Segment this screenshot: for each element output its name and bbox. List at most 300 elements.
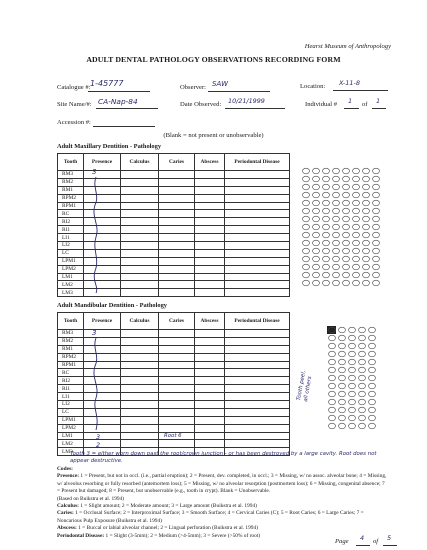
col-caries-header: Caries [159, 154, 195, 171]
periodontal-code-label: Periodontal Disease: [57, 532, 105, 539]
calculus-cell[interactable] [121, 273, 159, 281]
calculus-cell[interactable] [121, 249, 159, 257]
abscess-cell[interactable] [195, 178, 225, 186]
page-number: 4 [360, 534, 365, 542]
periodontal-cell[interactable] [225, 210, 290, 218]
col-abscess-header: Abscess [195, 154, 225, 171]
tooth-outline [349, 407, 356, 413]
tooth-label: RPM1 [58, 361, 84, 369]
tooth-outline [333, 192, 340, 198]
tooth-outline [313, 176, 320, 182]
caries-cell[interactable] [159, 361, 195, 369]
caries-cell[interactable] [159, 416, 195, 424]
periodontal-cell[interactable] [225, 234, 290, 242]
periodontal-cell[interactable] [225, 353, 290, 361]
presence-cell[interactable] [84, 440, 121, 448]
tooth-outline [373, 184, 380, 190]
abscess-cell[interactable] [195, 337, 225, 345]
calculus-cell[interactable] [121, 408, 159, 416]
individual-field[interactable] [344, 97, 359, 109]
tooth-outline [373, 280, 380, 286]
caries-cell[interactable] [159, 424, 195, 432]
tooth-outline [343, 176, 350, 182]
periodontal-cell[interactable] [225, 249, 290, 257]
abscess-cell[interactable] [195, 424, 225, 432]
caries-cell[interactable] [159, 377, 195, 385]
tooth-outline [339, 335, 346, 341]
tooth-label: LM3 [58, 448, 84, 456]
tooth-outline [343, 280, 350, 286]
calculus-cell[interactable] [121, 242, 159, 250]
tooth-outline [329, 335, 336, 341]
date-value: 10/21/1999 [228, 97, 265, 105]
calculus-cell[interactable] [121, 361, 159, 369]
abscess-cell[interactable] [195, 265, 225, 273]
calculus-code-label: Calculus: [57, 503, 79, 510]
calculus-cell[interactable] [121, 202, 159, 210]
calculus-cell[interactable] [121, 401, 159, 409]
tooth-label: RI2 [58, 377, 84, 385]
calculus-cell[interactable] [121, 234, 159, 242]
caries-cell[interactable] [159, 234, 195, 242]
periodontal-cell[interactable] [225, 337, 290, 345]
periodontal-cell[interactable] [225, 226, 290, 234]
caries-cell[interactable] [159, 337, 195, 345]
abscess-cell[interactable] [195, 257, 225, 265]
tooth-outline [333, 232, 340, 238]
tooth-outline [329, 351, 336, 357]
periodontal-code-text: 1 = Slight (3-5mm); 2 = Medium (>4-5mm); 3 = Severe (>50% of root) [105, 532, 261, 539]
mandibular-presence-first: 3 [92, 329, 97, 337]
periodontal-cell[interactable] [225, 289, 290, 297]
caries-cell[interactable] [159, 257, 195, 265]
tooth-outline [363, 248, 370, 254]
calculus-cell[interactable] [121, 369, 159, 377]
col-tooth-header: Tooth [58, 313, 84, 330]
tooth-label: LI1 [58, 393, 84, 401]
calculus-cell[interactable] [121, 424, 159, 432]
tooth-label: RC [58, 210, 84, 218]
tooth-outline [353, 280, 360, 286]
abscess-cell[interactable] [195, 218, 225, 226]
tooth-outline [359, 375, 366, 381]
tooth-outline [329, 367, 336, 373]
abscess-cell[interactable] [195, 289, 225, 297]
tooth-outline [339, 399, 346, 405]
periodontal-cell[interactable] [225, 281, 290, 289]
tooth-outline [323, 256, 330, 262]
tooth-outline [313, 240, 320, 246]
tooth-outline [333, 256, 340, 262]
tooth-outline [303, 248, 310, 254]
calculus-cell[interactable] [121, 226, 159, 234]
periodontal-cell[interactable] [225, 345, 290, 353]
tooth-outline [339, 327, 346, 333]
periodontal-cell[interactable] [225, 408, 290, 416]
abscess-cell[interactable] [195, 281, 225, 289]
caries-cell[interactable] [159, 242, 195, 250]
tooth-outline [363, 232, 370, 238]
tooth-outline [303, 256, 310, 262]
caries-code-text: 1 = Occlusal Surface; 2 = Interproximal Surface; 3 = Smooth Surface; 4 = Cervical Caries (C); 5 = Root Caries; 6 = Large Caries; 7 = Noncarious Pulp Exposure (Buikstra et al. 1994) [57, 510, 364, 524]
presence-code-label: Presence: [57, 473, 80, 480]
periodontal-cell[interactable] [225, 377, 290, 385]
abscess-cell[interactable] [195, 432, 225, 440]
tooth-outline [329, 423, 336, 429]
calculus-cell[interactable] [121, 171, 159, 179]
tooth-outline [353, 240, 360, 246]
tooth-outline [369, 335, 376, 341]
tooth-label: LPM1 [58, 416, 84, 424]
tooth-outline [339, 391, 346, 397]
tooth-outline [339, 375, 346, 381]
date-field[interactable] [225, 97, 285, 109]
tooth-outline [333, 184, 340, 190]
abscess-cell[interactable] [195, 186, 225, 194]
caries-cell[interactable] [159, 265, 195, 273]
calculus-cell[interactable] [121, 353, 159, 361]
tooth-outline [343, 192, 350, 198]
periodontal-cell[interactable] [225, 385, 290, 393]
tooth-outline [373, 232, 380, 238]
mandibular-title: Adult Mandibular Dentition - Pathology [57, 302, 167, 309]
tooth-outline [343, 168, 350, 174]
tooth-label: RC [58, 369, 84, 377]
tooth-outline [353, 264, 360, 270]
caries-cell[interactable] [159, 218, 195, 226]
tooth-outline [349, 423, 356, 429]
tooth-outline [339, 383, 346, 389]
tooth-outline [343, 256, 350, 262]
tooth-label: RM3 [58, 171, 84, 179]
abscess-cell[interactable] [195, 171, 225, 179]
caries-cell[interactable] [159, 369, 195, 377]
tooth-outline [339, 367, 346, 373]
tooth-outline [333, 224, 340, 230]
periodontal-cell[interactable] [225, 424, 290, 432]
periodontal-cell[interactable] [225, 361, 290, 369]
tooth-outline [359, 327, 366, 333]
accession-field[interactable] [93, 118, 155, 127]
caries-cell[interactable] [159, 440, 195, 448]
caries-cell[interactable] [159, 249, 195, 257]
tooth-outline [359, 383, 366, 389]
calculus-cell[interactable] [121, 178, 159, 186]
periodontal-cell[interactable] [225, 218, 290, 226]
calculus-cell[interactable] [121, 377, 159, 385]
tooth-outline [349, 327, 356, 333]
periodontal-cell[interactable] [225, 369, 290, 377]
tooth-outline [313, 224, 320, 230]
maxillary-title: Adult Maxillary Dentition - Pathology [57, 143, 162, 150]
caries-cell[interactable] [159, 178, 195, 186]
tooth-outline [323, 200, 330, 206]
caries-cell[interactable] [159, 401, 195, 409]
caries-cell[interactable] [159, 194, 195, 202]
col-tooth-header: Tooth [58, 154, 84, 171]
caries-cell[interactable] [159, 210, 195, 218]
tooth-label: RI2 [58, 218, 84, 226]
page-total-field[interactable] [383, 534, 397, 546]
mandibular-lm3-presence: 2 [96, 441, 101, 449]
caries-code-label: Caries: [57, 510, 74, 517]
individual-total-field[interactable] [372, 97, 386, 109]
calculus-cell[interactable] [121, 385, 159, 393]
location-value: X-11-8 [339, 79, 360, 87]
tooth-outline [339, 415, 346, 421]
calculus-cell[interactable] [121, 416, 159, 424]
calculus-cell[interactable] [121, 210, 159, 218]
page-number-field[interactable] [356, 534, 370, 546]
tooth-outline [359, 335, 366, 341]
tooth-label: RM3 [58, 330, 84, 338]
form-title: ADULT DENTAL PATHOLOGY OBSERVATIONS RECORDING FORM [86, 55, 341, 64]
caries-cell[interactable] [159, 289, 195, 297]
caries-cell[interactable] [159, 330, 195, 338]
tooth-outline [329, 383, 336, 389]
calculus-cell[interactable] [121, 393, 159, 401]
tooth-outline [373, 256, 380, 262]
maxillary-presence-squiggle [90, 175, 104, 295]
periodontal-cell[interactable] [225, 171, 290, 179]
tooth-label: RM2 [58, 178, 84, 186]
periodontal-cell[interactable] [225, 401, 290, 409]
location-label: Location: [300, 83, 326, 90]
tooth-outline [369, 407, 376, 413]
periodontal-cell[interactable] [225, 186, 290, 194]
individual-label: Individual # [305, 101, 338, 108]
tooth-label: LI2 [58, 242, 84, 250]
tooth-outline [359, 423, 366, 429]
tooth-outline [369, 343, 376, 349]
observer-field[interactable] [208, 80, 270, 92]
page-total: 5 [387, 534, 392, 542]
tooth-outline [363, 216, 370, 222]
calculus-code-text: 1 = Slight amount; 2 = Moderate amount; 3 = Large amount (Buikstra et al. 1994) [80, 503, 257, 510]
tooth-outline [323, 176, 330, 182]
mandibular-presence-squiggle [90, 336, 104, 432]
abscess-cell[interactable] [195, 330, 225, 338]
calculus-cell[interactable] [121, 289, 159, 297]
presence-code-source: (Based on Buikstra et al. 1994) [57, 495, 125, 502]
individual-total-value: 1 [376, 97, 381, 105]
tooth-outline [353, 256, 360, 262]
calculus-cell[interactable] [121, 345, 159, 353]
periodontal-cell[interactable] [225, 265, 290, 273]
abscess-cell[interactable] [195, 440, 225, 448]
abscess-cell[interactable] [195, 226, 225, 234]
caries-cell[interactable] [159, 186, 195, 194]
tooth-outline [333, 176, 340, 182]
caries-cell[interactable] [159, 202, 195, 210]
caries-cell[interactable] [159, 408, 195, 416]
tooth-outline [373, 176, 380, 182]
tooth-outline [323, 240, 330, 246]
abscess-cell[interactable] [195, 401, 225, 409]
periodontal-cell[interactable] [225, 393, 290, 401]
tooth-outline [353, 224, 360, 230]
tooth-outline [313, 168, 320, 174]
tooth-outline [343, 208, 350, 214]
tooth-outline [329, 375, 336, 381]
tooth-outline [323, 184, 330, 190]
caries-cell[interactable] [159, 226, 195, 234]
tooth-outline [329, 343, 336, 349]
site-label: Site Name/#: [57, 101, 92, 108]
tooth-outline [369, 359, 376, 365]
presence-code-text: 1 = Present, but not in occl. (i.e., partial eruption); 2 = Present, dev. completed, in occl.; 3 = Missing, w/ no assoc. alveolar bone; 4 = Missing, w/ alveolus resorbing or fully resorbed (antemortem loss); 5 = Missing, w/ no alveolar resorption (postmortem loss); 6 = Missing, congenital absence; 7 = Present but damaged; 8 = Present, but unobservable (e.g., tooth in crypt). Blank = Unobservable. [57, 473, 387, 495]
calculus-cell[interactable] [121, 337, 159, 345]
col-abscess-header: Abscess [195, 313, 225, 330]
tooth-outline [303, 272, 310, 278]
tooth-label: LM2 [58, 281, 84, 289]
abscess-cell[interactable] [195, 249, 225, 257]
caries-cell[interactable] [159, 281, 195, 289]
tooth-label: LM1 [58, 432, 84, 440]
tooth-outline [333, 272, 340, 278]
calculus-cell[interactable] [121, 257, 159, 265]
periodontal-cell[interactable] [225, 257, 290, 265]
periodontal-cell[interactable] [225, 432, 290, 440]
tooth-outline [313, 200, 320, 206]
tooth-outline [313, 256, 320, 262]
accession-label: Accession #: [57, 119, 91, 126]
calculus-cell[interactable] [121, 432, 159, 440]
tooth-outline [329, 407, 336, 413]
abscess-cell[interactable] [195, 242, 225, 250]
calculus-cell[interactable] [121, 330, 159, 338]
tooth-outline [323, 192, 330, 198]
presence-cell[interactable] [84, 432, 121, 440]
abscess-cell[interactable] [195, 194, 225, 202]
tooth-outline [373, 240, 380, 246]
tooth-outline [373, 200, 380, 206]
tooth-outline [343, 232, 350, 238]
caries-cell[interactable] [159, 171, 195, 179]
page-of-label: of [373, 538, 379, 545]
catalogue-field[interactable] [88, 79, 150, 92]
caries-cell[interactable] [159, 385, 195, 393]
col-calculus-header: Calculus [121, 154, 159, 171]
tooth-outline [333, 280, 340, 286]
periodontal-cell[interactable] [225, 416, 290, 424]
calculus-cell[interactable] [121, 281, 159, 289]
tooth-outline [359, 359, 366, 365]
tooth-label: RI1 [58, 226, 84, 234]
tooth-outline [359, 391, 366, 397]
tooth-outline [359, 367, 366, 373]
tooth-outline [363, 240, 370, 246]
caries-cell[interactable] [159, 273, 195, 281]
periodontal-cell[interactable] [225, 330, 290, 338]
tooth-outline [323, 264, 330, 270]
tooth-outline [339, 351, 346, 357]
tooth-outline [369, 399, 376, 405]
abscess-cell[interactable] [195, 361, 225, 369]
tooth-outline [373, 224, 380, 230]
periodontal-cell[interactable] [225, 178, 290, 186]
periodontal-cell[interactable] [225, 273, 290, 281]
calculus-cell[interactable] [121, 194, 159, 202]
tooth-outline [363, 168, 370, 174]
catalogue-value: 1-45777 [90, 79, 124, 88]
abscess-cell[interactable] [195, 345, 225, 353]
calculus-cell[interactable] [121, 186, 159, 194]
tooth-outline [339, 423, 346, 429]
tooth-outline [369, 415, 376, 421]
tooth-outline [353, 192, 360, 198]
tooth-outline [323, 208, 330, 214]
caries-cell[interactable] [159, 353, 195, 361]
tooth-outline [363, 280, 370, 286]
periodontal-cell[interactable] [225, 194, 290, 202]
tooth-outline [349, 335, 356, 341]
tooth-label: LM2 [58, 440, 84, 448]
col-periodontal-header: Periodontal Disease [225, 313, 290, 330]
tooth-outline [349, 367, 356, 373]
col-presence-header: Presence [84, 313, 121, 330]
tooth-label: LPM1 [58, 257, 84, 265]
tooth-outline [333, 208, 340, 214]
site-field[interactable] [96, 97, 158, 109]
tooth-outline [373, 216, 380, 222]
abscess-cell[interactable] [195, 416, 225, 424]
tooth-outline [313, 264, 320, 270]
periodontal-cell[interactable] [225, 242, 290, 250]
abscess-cell[interactable] [195, 273, 225, 281]
tooth-outline [323, 232, 330, 238]
abscess-cell[interactable] [195, 408, 225, 416]
caries-cell[interactable] [159, 393, 195, 401]
col-calculus-header: Calculus [121, 313, 159, 330]
tooth-outline [313, 272, 320, 278]
tooth-outline [323, 280, 330, 286]
tooth-outline [373, 264, 380, 270]
maxillary-presence-first: 3 [92, 168, 97, 176]
abscess-cell[interactable] [195, 353, 225, 361]
caries-cell[interactable] [159, 345, 195, 353]
maxillary-dental-diagram [296, 165, 384, 295]
abscess-cell[interactable] [195, 369, 225, 377]
tooth-label: RI1 [58, 385, 84, 393]
abscess-cell[interactable] [195, 210, 225, 218]
tooth-outline [323, 216, 330, 222]
tooth-outline [369, 375, 376, 381]
tooth-outline [353, 208, 360, 214]
codes-label: Codes: [57, 466, 73, 472]
tooth-outline [303, 208, 310, 214]
tooth-outline [349, 383, 356, 389]
abscess-cell[interactable] [195, 234, 225, 242]
tooth-label: LI1 [58, 234, 84, 242]
tooth-outline [343, 264, 350, 270]
page-label: Page [335, 538, 349, 545]
calculus-cell[interactable] [121, 440, 159, 448]
abscess-cell[interactable] [195, 377, 225, 385]
calculus-cell[interactable] [121, 265, 159, 273]
abscess-cell[interactable] [195, 202, 225, 210]
abscess-cell[interactable] [195, 393, 225, 401]
periodontal-cell[interactable] [225, 440, 290, 448]
abscess-cell[interactable] [195, 385, 225, 393]
abscess-code-text: 1 = Buccal or labial alveolar channel; 2 = Lingual perforation (Buikstra et al. 1994) [78, 525, 258, 532]
tooth-outline [353, 184, 360, 190]
location-field[interactable] [333, 79, 388, 91]
tooth-outline [333, 264, 340, 270]
calculus-cell[interactable] [121, 218, 159, 226]
tooth-label: RPM1 [58, 202, 84, 210]
periodontal-cell[interactable] [225, 202, 290, 210]
